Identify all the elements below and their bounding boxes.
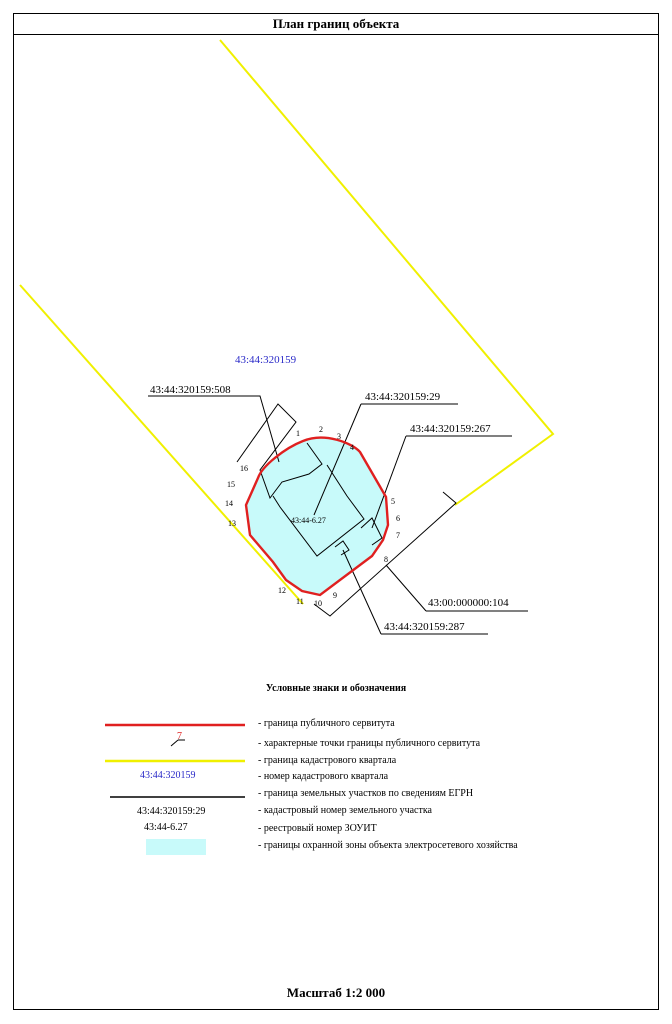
point-label: 8: [384, 555, 388, 564]
point-label: 15: [227, 480, 235, 489]
point-label: 4: [350, 443, 354, 452]
point-label: 6: [396, 514, 400, 523]
point-label: 12: [278, 586, 286, 595]
legend-item-servitude: - граница публичного сервитута: [258, 718, 395, 729]
page-title: План границ объекта: [13, 13, 659, 35]
legend-quarter-number-sample: 43:44:320159: [140, 770, 196, 781]
point-label: 16: [240, 464, 248, 473]
parcel-number-29: 43:44:320159:29: [365, 391, 441, 403]
parcel-number-104: 43:00:000000:104: [428, 597, 509, 609]
legend-point-number: 7: [177, 731, 182, 742]
quarter-number-label: 43:44:320159: [235, 354, 297, 366]
point-label: 11: [296, 597, 304, 606]
legend-item-quarter-boundary: - граница кадастрового квартала: [258, 755, 397, 766]
legend-parcel-number-sample: 43:44:320159:29: [137, 806, 206, 817]
point-label: 14: [225, 499, 233, 508]
legend-title: Условные знаки и обозначения: [265, 683, 407, 694]
point-label: 10: [314, 599, 322, 608]
legend-zone-symbol: [146, 839, 206, 855]
point-label: 1: [296, 429, 300, 438]
point-label: 3: [337, 432, 341, 441]
point-label: 9: [333, 591, 337, 600]
scale-label: Масштаб 1:2 000: [286, 985, 386, 1000]
parcel-number-508: 43:44:320159:508: [150, 384, 231, 396]
parcel-number-287: 43:44:320159:287: [384, 621, 465, 633]
zone-registry-number: 43:44-6.27: [291, 516, 326, 525]
legend-item-quarter-number: - номер кадастрового квартала: [258, 771, 389, 782]
parcel-number-267: 43:44:320159:267: [410, 423, 491, 435]
point-label: 7: [396, 531, 400, 540]
quarter-boundary-line: [220, 40, 553, 505]
legend-item-zone-number: - реестровый номер ЗОУИТ: [258, 823, 377, 834]
quarter-boundary-line-left: [20, 285, 303, 604]
point-label: 2: [319, 425, 323, 434]
legend-item-points: - характерные точки границы публичного сервитута: [258, 738, 481, 749]
legend-point-symbol: [171, 731, 185, 746]
point-label: 5: [391, 497, 395, 506]
legend-item-zone-boundary: - границы охранной зоны объекта электросетевого хозяйства: [258, 840, 518, 851]
legend-zone-number-sample: 43:44-6.27: [144, 822, 188, 833]
legend-item-parcel-number: - кадастровый номер земельного участка: [258, 805, 432, 816]
point-label: 13: [228, 519, 236, 528]
legend-item-parcel-boundary: - граница земельных участков по сведениям ЕГРН: [258, 788, 474, 799]
